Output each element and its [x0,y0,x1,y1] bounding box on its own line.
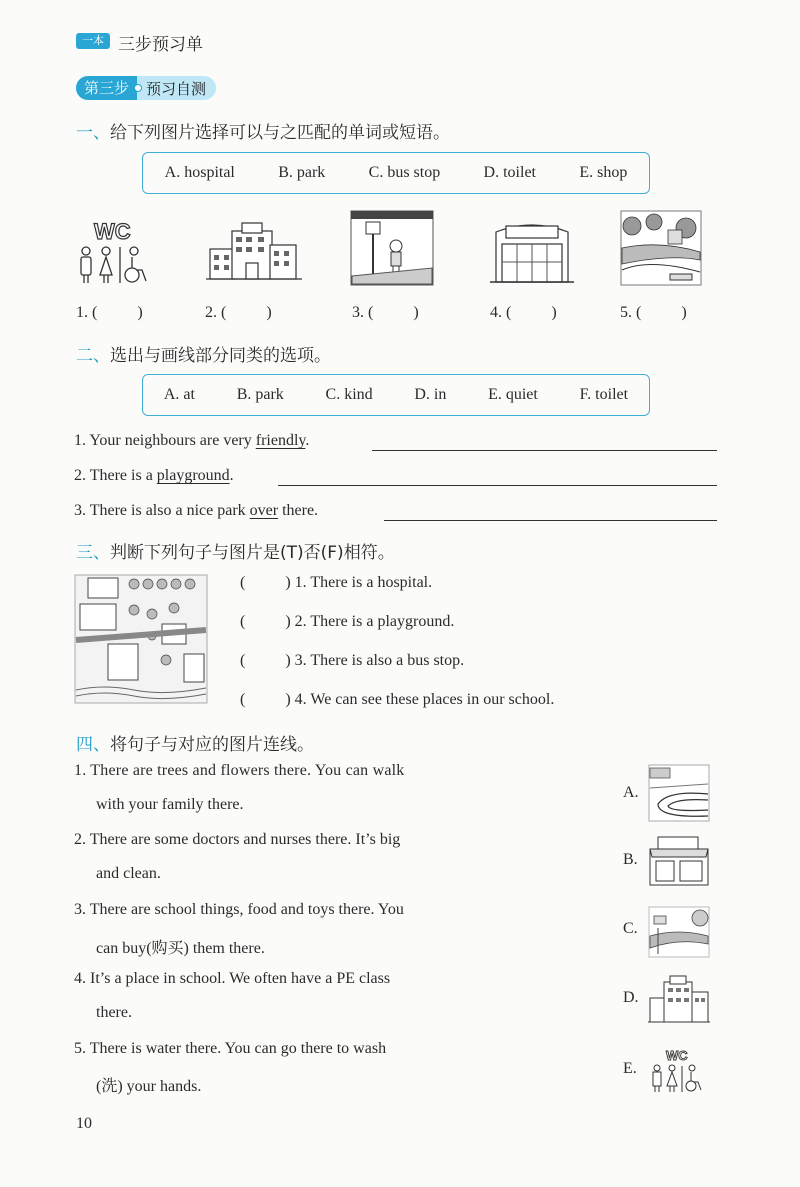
match-sentence-3-line-2: can buy(购买) them there. [96,940,265,957]
option-a: A. hospital [164,164,235,181]
hospital-building-icon [206,215,302,285]
tf-item-2: ( ) 2. There is a playground. [240,613,455,630]
section2-question-2: 2. There is a playground. [74,467,234,484]
answer-blank-5[interactable]: 5. ( ) [620,304,687,321]
section2-question-3: 3. There is also a nice park over there. [74,502,319,519]
playground-track-icon[interactable] [648,764,710,822]
section4-title: 将句子与对应的图片连线。 [110,735,314,755]
underlined-word: friendly [255,432,306,449]
tf-paren-open[interactable]: ( [240,613,246,630]
step-title: 预习自测 [146,79,207,98]
section3-number: 三、 [76,543,110,563]
underlined-word: over [249,502,279,519]
answer-blank-4[interactable]: 4. ( ) [490,304,557,321]
answer-line-1[interactable] [372,450,717,451]
hospital-icon[interactable] [648,974,710,1024]
match-sentence-2-line-1: 2. There are some doctors and nurses there. It’s big [74,831,401,848]
match-sentence-2-line-2: and clean. [96,865,161,882]
option-e: E. shop [579,164,628,181]
section2-number: 二、 [76,346,110,366]
underlined-word: playground [156,467,230,484]
svg-text:WC: WC [666,1048,688,1063]
answer-blank-1[interactable]: 1. ( ) [76,304,143,321]
option-a: A. at [163,386,195,403]
match-sentence-5-line-2: (洗) your hands. [96,1078,202,1095]
bus-stop-icon [350,210,434,286]
section3-heading [76,538,395,563]
shop-icon [490,210,574,286]
answer-line-2[interactable] [278,485,717,486]
option-b: B. park [236,386,284,403]
brand-badge: 一本 [76,33,110,49]
choice-c-label: C. [623,920,638,937]
section3-title: 判断下列句子与图片是(T)否(F)相符。 [110,543,395,563]
option-d: D. in [414,386,447,403]
match-sentence-4-line-2: there. [96,1004,132,1021]
section1-title: 给下列图片选择可以与之匹配的单词或短语。 [110,123,450,143]
toilet-wc-icon[interactable] [650,1046,708,1096]
answer-blank-2[interactable]: 2. ( ) [205,304,272,321]
answer-blank-3[interactable]: 3. ( ) [352,304,419,321]
match-sentence-1-line-1: 1. There are trees and flowers there. You can walk [74,762,405,779]
choice-d-label: D. [623,989,639,1006]
option-b: B. park [278,164,326,181]
page-number: 10 [76,1115,92,1132]
choice-e-label: E. [623,1060,637,1077]
neighbourhood-map-icon [74,574,208,704]
section2-option-box [142,374,650,416]
section4-heading [76,730,314,755]
match-sentence-1-line-2: with your family there. [96,796,244,813]
wc-icon [76,215,158,285]
svg-text:WC: WC [94,219,131,244]
step-dot [134,84,142,92]
tf-paren-open[interactable]: ( [240,691,246,708]
step-label: 第三步 [76,76,137,100]
match-sentence-3-line-1: 3. There are school things, food and toys there. You [74,901,404,918]
section1-option-box [142,152,650,194]
park-path-icon[interactable] [648,906,710,958]
tf-item-3: ( ) 3. There is also a bus stop. [240,652,465,669]
section2-title: 选出与画线部分同类的选项。 [110,346,331,366]
option-d: D. toilet [483,164,536,181]
section1-heading [76,118,450,143]
option-c: C. bus stop [368,164,441,181]
option-e: E. quiet [488,386,538,403]
park-icon [620,210,702,286]
choice-b-label: B. [623,851,638,868]
section2-question-1: 1. Your neighbours are very friendly. [74,432,310,449]
brand-title: 三步预习单 [118,35,203,55]
tf-item-1: ( ) 1. There is a hospital. [240,574,433,591]
step-pill [76,76,216,100]
tf-item-4: ( ) 4. We can see these places in our school. [240,691,555,708]
shop-store-icon[interactable] [648,835,710,887]
section1-number: 一、 [76,123,110,143]
tf-paren-open[interactable]: ( [240,652,246,669]
answer-line-3[interactable] [384,520,717,521]
section4-number: 四、 [76,735,110,755]
match-sentence-4-line-1: 4. It’s a place in school. We often have a PE class [74,970,391,987]
option-f: F. toilet [579,386,629,403]
tf-paren-open[interactable]: ( [240,574,246,591]
choice-a-label: A. [623,784,639,801]
section2-heading [76,341,331,366]
match-sentence-5-line-1: 5. There is water there. You can go there to wash [74,1040,387,1057]
option-c: C. kind [325,386,373,403]
